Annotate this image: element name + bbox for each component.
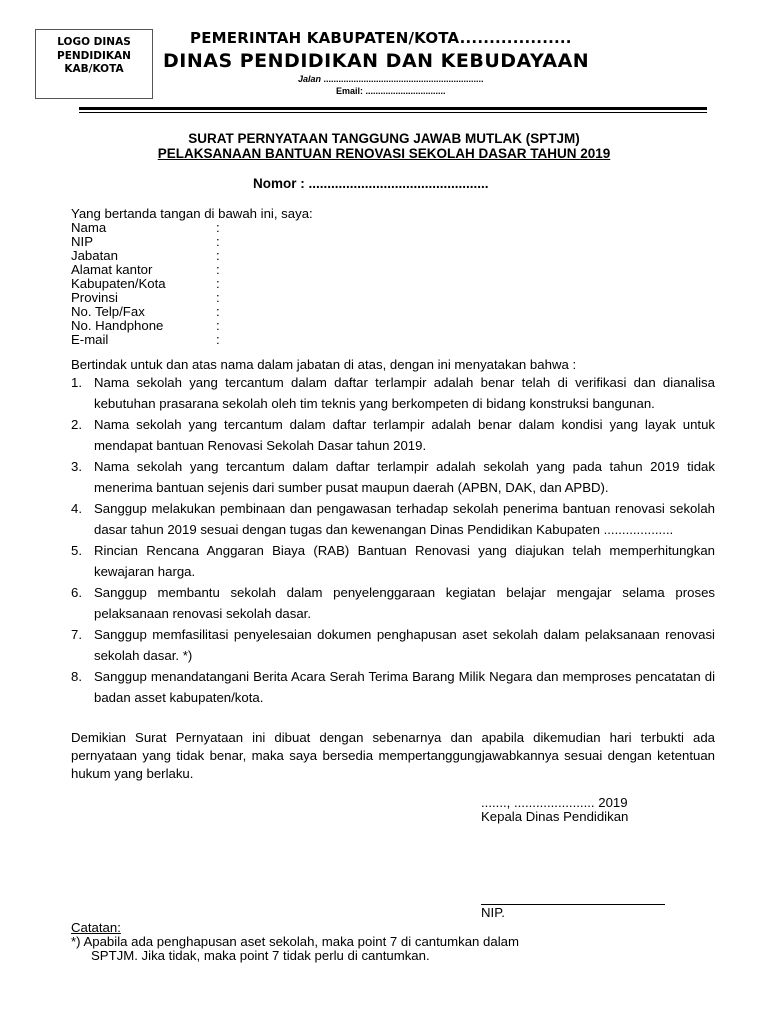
- field-colon: :: [216, 234, 220, 249]
- field-row-phone-fax: [71, 305, 220, 319]
- letterhead-email: [336, 86, 446, 96]
- field-colon: :: [216, 276, 220, 291]
- field-row-nip: [71, 235, 220, 249]
- signature-line: [481, 904, 665, 905]
- list-item-number: 3.: [71, 459, 82, 474]
- list-item-number: 7.: [71, 627, 82, 642]
- list-item-number: 2.: [71, 417, 82, 432]
- field-label: E-mail: [71, 332, 109, 347]
- field-label: No. Telp/Fax: [71, 304, 145, 319]
- letterhead-divider-thick: [79, 107, 707, 110]
- field-row-office-address: [71, 263, 220, 277]
- list-item: [71, 540, 715, 582]
- list-item: [71, 372, 715, 414]
- field-colon: :: [216, 220, 220, 235]
- list-item: [71, 456, 715, 498]
- list-item-text: Sanggup membantu sekolah dalam penyelenggaraan kegiatan belajar mengajar selama proses pelaksanaan renovasi sekolah dasar.: [94, 585, 715, 621]
- street-label: Jalan: [298, 74, 322, 84]
- list-item-text: Nama sekolah yang tercantum dalam daftar terlampir adalah sekolah yang pada tahun 2019 tidak menerima bantuan sejenis dari sumber pusat maupun daerah (APBN, DAK, dan APBD).: [94, 459, 715, 495]
- letterhead-divider-thin: [79, 112, 707, 113]
- field-colon: :: [216, 332, 220, 347]
- field-row-name: [71, 221, 220, 235]
- closing-paragraph: Demikian Surat Pernyataan ini dibuat dengan sebenarnya dan apabila dikemudian hari terbukti ada pernyataan yang tidak benar, maka saya bersedia mempertanggungjawabkannya sesuai dengan ketentuan hukum yang berlaku.: [71, 730, 715, 781]
- signature-date: ......., ...................... 2019: [481, 795, 628, 810]
- list-item-text: Sanggup memfasilitasi penyelesaian dokumen penghapusan aset sekolah dalam pelaksanaan renovasi sekolah dasar. *): [94, 627, 715, 663]
- field-label: Provinsi: [71, 290, 118, 305]
- field-label: Jabatan: [71, 248, 118, 263]
- list-item-number: 4.: [71, 501, 82, 516]
- statement-list: [71, 372, 715, 708]
- preamble-text: Bertindak untuk dan atas nama dalam jabatan di atas, dengan ini menyatakan bahwa :: [71, 357, 577, 372]
- field-row-email: [71, 333, 220, 347]
- email-label: Email:: [336, 86, 364, 96]
- logo-placeholder: [35, 29, 153, 99]
- list-item-number: 6.: [71, 585, 82, 600]
- logo-text-line2: PENDIDIKAN: [57, 49, 131, 62]
- field-label: Alamat kantor: [71, 262, 153, 277]
- letterhead-agency: DINAS PENDIDIKAN DAN KEBUDAYAAN: [163, 50, 590, 72]
- logo-text-line1: LOGO DINAS: [57, 36, 131, 48]
- list-item: [71, 414, 715, 456]
- field-colon: :: [216, 248, 220, 263]
- field-row-province: [71, 291, 220, 305]
- list-item: [71, 582, 715, 624]
- document-subtitle-text: PELAKSANAAN BANTUAN RENOVASI SEKOLAH DASAR TAHUN 2019: [157, 146, 611, 161]
- field-label: Kabupaten/Kota: [71, 276, 166, 291]
- list-item-text: Nama sekolah yang tercantum dalam daftar terlampir adalah benar dalam kondisi yang layak untuk mendapat bantuan Renovasi Sekolah Dasar tahun 2019.: [94, 417, 715, 453]
- identity-fields: [71, 221, 220, 347]
- list-item-number: 1.: [71, 375, 82, 390]
- field-colon: :: [216, 318, 220, 333]
- field-label: No. Handphone: [71, 318, 164, 333]
- signature-nip: NIP.: [481, 905, 505, 920]
- letterhead-street: [298, 74, 484, 84]
- list-item-number: 8.: [71, 669, 82, 684]
- note-line-1: *) Apabila ada penghapusan aset sekolah, maka point 7 di cantumkan dalam: [71, 934, 519, 949]
- list-item-number: 5.: [71, 543, 82, 558]
- logo-text-line3: KAB/KOTA: [64, 63, 124, 75]
- list-item-text: Sanggup melakukan pembinaan dan pengawasan terhadap sekolah penerima bantuan renovasi sekolah dasar tahun 2019 sesuai dengan tugas dan kewenangan Dinas Pendidikan Kabupaten ...................: [94, 501, 715, 537]
- document-number: Nomor : ................................................: [253, 176, 489, 191]
- letterhead-government: PEMERINTAH KABUPATEN/KOTA...................: [190, 29, 572, 47]
- list-item: [71, 498, 715, 540]
- field-row-regency: [71, 277, 220, 291]
- intro-text: Yang bertanda tangan di bawah ini, saya:: [71, 206, 313, 221]
- field-row-position: [71, 249, 220, 263]
- list-item-text: Rincian Rencana Anggaran Biaya (RAB) Bantuan Renovasi yang diajukan telah memperhitungkan kewajaran harga.: [94, 543, 715, 579]
- list-item-text: Sanggup menandatangani Berita Acara Serah Terima Barang Milik Negara dan memproses pencatatan di badan asset kabupaten/kota.: [94, 669, 715, 705]
- list-item: [71, 666, 715, 708]
- note-line-2: SPTJM. Jika tidak, maka point 7 tidak perlu di cantumkan.: [91, 948, 430, 963]
- document-title: SURAT PERNYATAAN TANGGUNG JAWAB MUTLAK (SPTJM): [188, 131, 580, 146]
- field-row-handphone: [71, 319, 220, 333]
- list-item: [71, 624, 715, 666]
- field-colon: :: [216, 290, 220, 305]
- signature-position: Kepala Dinas Pendidikan: [481, 809, 629, 824]
- field-label: NIP: [71, 234, 93, 249]
- note-heading: Catatan:: [71, 920, 121, 935]
- list-item-text: Nama sekolah yang tercantum dalam daftar terlampir adalah benar telah di verifikasi dan dianalisa kebutuhan prasarana sekolah oleh tim teknis yang berkompeten di bidang konstruksi bangunan.: [94, 375, 715, 411]
- field-colon: :: [216, 304, 220, 319]
- field-colon: :: [216, 262, 220, 277]
- street-value: ................................................................: [323, 74, 484, 84]
- field-label: Nama: [71, 220, 107, 235]
- document-subtitle: [0, 146, 768, 161]
- email-value: ................................: [365, 86, 446, 96]
